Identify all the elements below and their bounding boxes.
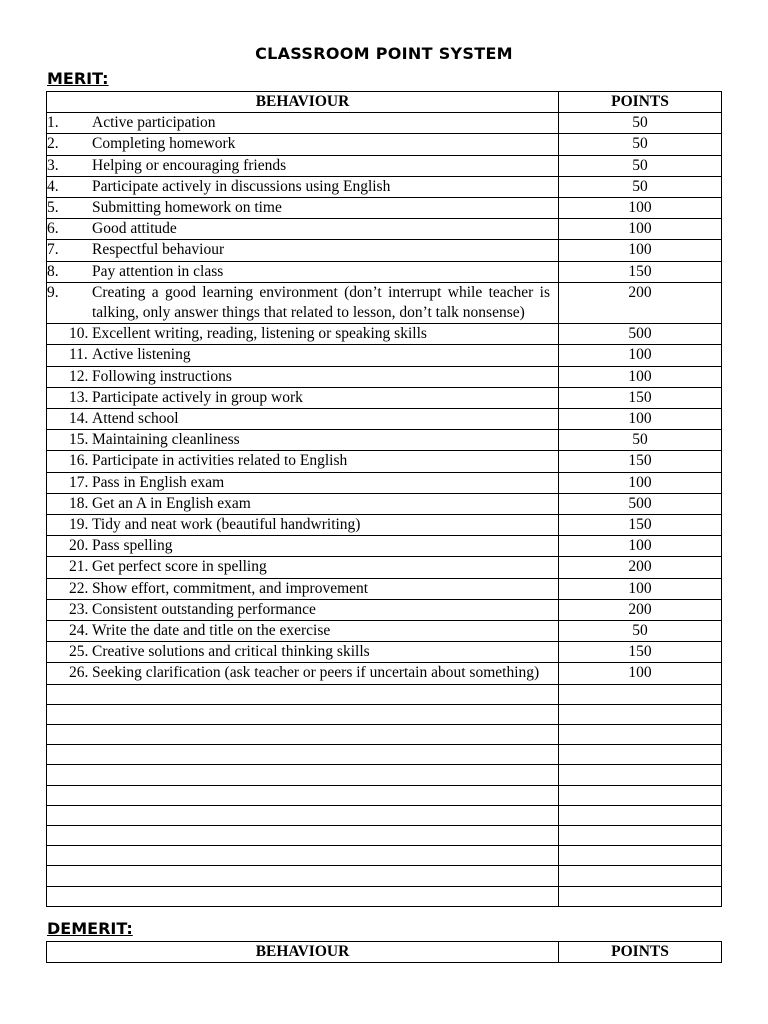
behaviour-text: Maintaining cleanliness bbox=[92, 431, 240, 449]
table-row bbox=[47, 663, 722, 684]
row-number: 9. bbox=[47, 283, 59, 301]
points-cell: 100 bbox=[559, 198, 722, 219]
behaviour-cell bbox=[47, 366, 559, 387]
table-row bbox=[47, 387, 722, 408]
row-number: 20. bbox=[69, 537, 89, 555]
points-cell: 100 bbox=[559, 578, 722, 599]
behaviour-text: Creative solutions and critical thinking skills bbox=[92, 643, 370, 661]
empty-cell bbox=[559, 785, 722, 805]
row-number: 25. bbox=[69, 643, 89, 661]
empty-row bbox=[47, 684, 722, 704]
behaviour-text: Following instructions bbox=[92, 367, 232, 385]
empty-cell bbox=[559, 846, 722, 866]
row-number: 13. bbox=[69, 388, 89, 406]
behaviour-cell bbox=[47, 663, 559, 684]
demerit-table bbox=[46, 941, 722, 963]
table-row bbox=[47, 642, 722, 663]
row-number: 15. bbox=[69, 431, 89, 449]
behaviour-cell bbox=[47, 578, 559, 599]
table-row bbox=[47, 536, 722, 557]
behaviour-cell bbox=[47, 472, 559, 493]
behaviour-cell bbox=[47, 642, 559, 663]
behaviour-text: Tidy and neat work (beautiful handwriting) bbox=[92, 516, 361, 534]
row-number: 21. bbox=[69, 558, 89, 576]
behaviour-text: Submitting homework on time bbox=[92, 199, 282, 217]
points-cell: 150 bbox=[559, 387, 722, 408]
empty-cell bbox=[559, 725, 722, 745]
behaviour-text: Active listening bbox=[92, 346, 191, 364]
behaviour-text: Good attitude bbox=[92, 220, 177, 238]
behaviour-text: Get an A in English exam bbox=[92, 494, 251, 512]
demerit-header-points: POINTS bbox=[559, 942, 722, 963]
empty-cell bbox=[47, 846, 559, 866]
table-row bbox=[47, 324, 722, 345]
table-row bbox=[47, 472, 722, 493]
behaviour-text: Participate in activities related to English bbox=[92, 452, 348, 470]
empty-row bbox=[47, 805, 722, 825]
points-cell: 100 bbox=[559, 219, 722, 240]
table-row bbox=[47, 113, 722, 134]
behaviour-text: Participate actively in group work bbox=[92, 388, 303, 406]
points-cell: 50 bbox=[559, 113, 722, 134]
row-number: 26. bbox=[69, 664, 89, 682]
behaviour-cell bbox=[47, 282, 559, 323]
points-cell: 200 bbox=[559, 599, 722, 620]
points-cell: 50 bbox=[559, 155, 722, 176]
table-row bbox=[47, 219, 722, 240]
points-cell: 500 bbox=[559, 493, 722, 514]
behaviour-text: Seeking clarification (ask teacher or peers if uncertain about something) bbox=[92, 664, 540, 682]
points-cell: 150 bbox=[559, 261, 722, 282]
empty-cell bbox=[559, 886, 722, 906]
behaviour-text: Pass in English exam bbox=[92, 473, 225, 491]
empty-cell bbox=[559, 765, 722, 785]
empty-cell bbox=[47, 745, 559, 765]
demerit-header-behaviour: BEHAVIOUR bbox=[47, 942, 559, 963]
table-row bbox=[47, 134, 722, 155]
table-row bbox=[47, 198, 722, 219]
empty-row bbox=[47, 826, 722, 846]
empty-row bbox=[47, 765, 722, 785]
behaviour-cell bbox=[47, 409, 559, 430]
row-number: 22. bbox=[69, 579, 89, 597]
behaviour-text: Write the date and title on the exercise bbox=[92, 622, 331, 640]
empty-cell bbox=[559, 704, 722, 724]
behaviour-cell bbox=[47, 387, 559, 408]
row-number: 23. bbox=[69, 600, 89, 618]
points-cell: 500 bbox=[559, 324, 722, 345]
behaviour-cell bbox=[47, 515, 559, 536]
behaviour-text: Active participation bbox=[92, 114, 216, 132]
points-cell: 100 bbox=[559, 409, 722, 430]
behaviour-cell bbox=[47, 451, 559, 472]
row-number: 19. bbox=[69, 516, 89, 534]
empty-cell bbox=[47, 866, 559, 886]
table-row bbox=[47, 282, 722, 323]
empty-cell bbox=[47, 785, 559, 805]
behaviour-text: Get perfect score in spelling bbox=[92, 558, 267, 576]
behaviour-cell bbox=[47, 198, 559, 219]
row-number: 16. bbox=[69, 452, 89, 470]
merit-header-row bbox=[47, 92, 722, 113]
behaviour-cell bbox=[47, 261, 559, 282]
points-cell: 100 bbox=[559, 240, 722, 261]
empty-cell bbox=[559, 866, 722, 886]
behaviour-cell bbox=[47, 134, 559, 155]
row-number: 1. bbox=[47, 114, 59, 132]
points-cell: 100 bbox=[559, 536, 722, 557]
row-number: 2. bbox=[47, 135, 59, 153]
points-cell: 200 bbox=[559, 282, 722, 323]
row-number: 4. bbox=[47, 177, 59, 195]
table-row bbox=[47, 261, 722, 282]
row-number: 17. bbox=[69, 473, 89, 491]
table-row bbox=[47, 451, 722, 472]
points-cell: 50 bbox=[559, 176, 722, 197]
demerit-label: DEMERIT: bbox=[47, 919, 133, 938]
behaviour-cell bbox=[47, 557, 559, 578]
behaviour-text: Excellent writing, reading, listening or speaking skills bbox=[92, 325, 427, 343]
empty-cell bbox=[559, 826, 722, 846]
empty-cell bbox=[47, 684, 559, 704]
behaviour-text: Helping or encouraging friends bbox=[92, 156, 287, 174]
row-number: 8. bbox=[47, 262, 59, 280]
behaviour-text: Pay attention in class bbox=[92, 262, 224, 280]
table-row bbox=[47, 345, 722, 366]
behaviour-cell bbox=[47, 155, 559, 176]
behaviour-cell bbox=[47, 219, 559, 240]
empty-row bbox=[47, 886, 722, 906]
table-row bbox=[47, 155, 722, 176]
empty-row bbox=[47, 725, 722, 745]
row-number: 24. bbox=[69, 622, 89, 640]
empty-cell bbox=[47, 805, 559, 825]
empty-row bbox=[47, 785, 722, 805]
table-row bbox=[47, 493, 722, 514]
merit-label: MERIT: bbox=[47, 69, 109, 88]
empty-cell bbox=[47, 725, 559, 745]
empty-cell bbox=[47, 826, 559, 846]
points-cell: 50 bbox=[559, 621, 722, 642]
behaviour-cell bbox=[47, 345, 559, 366]
behaviour-cell bbox=[47, 240, 559, 261]
table-row bbox=[47, 430, 722, 451]
behaviour-text: Show effort, commitment, and improvement bbox=[92, 579, 369, 597]
behaviour-cell bbox=[47, 430, 559, 451]
table-row bbox=[47, 240, 722, 261]
table-row bbox=[47, 578, 722, 599]
row-number: 7. bbox=[47, 241, 59, 259]
points-cell: 50 bbox=[559, 134, 722, 155]
merit-table bbox=[46, 91, 722, 907]
behaviour-text: Respectful behaviour bbox=[92, 241, 225, 259]
table-row bbox=[47, 599, 722, 620]
behaviour-text: Completing homework bbox=[92, 135, 236, 153]
behaviour-text: Creating a good learning environment (don’t interrupt while teacher is talking, only answer things that related to lesson, don’t talk nonsense) bbox=[92, 283, 550, 322]
table-row bbox=[47, 366, 722, 387]
table-row bbox=[47, 557, 722, 578]
points-cell: 50 bbox=[559, 430, 722, 451]
points-cell: 200 bbox=[559, 557, 722, 578]
behaviour-cell bbox=[47, 599, 559, 620]
behaviour-cell bbox=[47, 493, 559, 514]
points-cell: 100 bbox=[559, 663, 722, 684]
empty-row bbox=[47, 745, 722, 765]
demerit-header-row bbox=[47, 942, 722, 963]
behaviour-text: Consistent outstanding performance bbox=[92, 600, 316, 618]
empty-cell bbox=[559, 745, 722, 765]
row-number: 6. bbox=[47, 220, 59, 238]
empty-row bbox=[47, 704, 722, 724]
row-number: 18. bbox=[69, 494, 89, 512]
points-cell: 100 bbox=[559, 366, 722, 387]
row-number: 14. bbox=[69, 410, 89, 428]
behaviour-cell bbox=[47, 621, 559, 642]
points-cell: 100 bbox=[559, 345, 722, 366]
behaviour-cell bbox=[47, 176, 559, 197]
empty-cell bbox=[47, 704, 559, 724]
table-row bbox=[47, 621, 722, 642]
row-number: 10. bbox=[69, 325, 89, 343]
page-title: CLASSROOM POINT SYSTEM bbox=[255, 44, 513, 63]
points-cell: 150 bbox=[559, 451, 722, 472]
empty-row bbox=[47, 846, 722, 866]
row-number: 3. bbox=[47, 156, 59, 174]
behaviour-cell bbox=[47, 536, 559, 557]
behaviour-cell bbox=[47, 113, 559, 134]
points-cell: 150 bbox=[559, 642, 722, 663]
row-number: 11. bbox=[69, 346, 88, 364]
behaviour-cell bbox=[47, 324, 559, 345]
behaviour-text: Pass spelling bbox=[92, 537, 173, 555]
empty-cell bbox=[47, 765, 559, 785]
table-row bbox=[47, 409, 722, 430]
empty-row bbox=[47, 866, 722, 886]
table-row bbox=[47, 515, 722, 536]
merit-header-behaviour: BEHAVIOUR bbox=[47, 92, 559, 113]
row-number: 12. bbox=[69, 367, 89, 385]
behaviour-text: Attend school bbox=[92, 410, 179, 428]
behaviour-text: Participate actively in discussions using English bbox=[92, 177, 391, 195]
empty-cell bbox=[559, 684, 722, 704]
points-cell: 100 bbox=[559, 472, 722, 493]
row-number: 5. bbox=[47, 199, 59, 217]
table-row bbox=[47, 176, 722, 197]
empty-cell bbox=[559, 805, 722, 825]
empty-cell bbox=[47, 886, 559, 906]
points-cell: 150 bbox=[559, 515, 722, 536]
merit-header-points: POINTS bbox=[559, 92, 722, 113]
